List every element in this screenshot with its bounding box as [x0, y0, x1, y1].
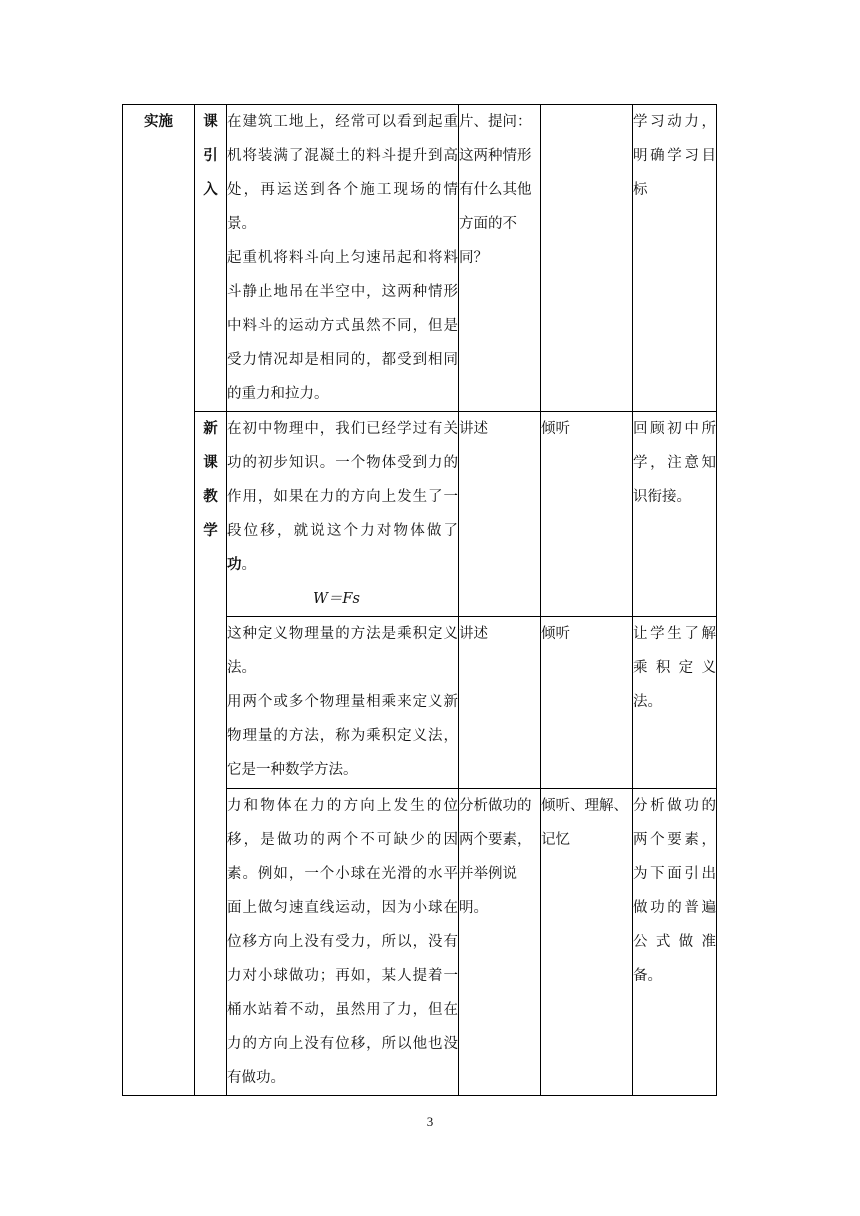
design-intent-cell: 让学生了解乘积定义法。 [633, 617, 717, 789]
section-label-teaching: 新 课 教 学 [195, 412, 227, 1096]
design-intent-cell: 回顾初中所学，注意知识衔接。 [633, 412, 717, 617]
teacher-activity-cell: 分析做功的两个要素，并举例说明。 [459, 789, 541, 1096]
student-activity-cell: 倾听 [541, 617, 633, 789]
teacher-activity-cell: 片、提问：这两种情形有什么其他方面的不同？ [459, 105, 541, 412]
table-row [123, 412, 717, 617]
term-work: 功 [227, 556, 242, 573]
teacher-activity-cell: 讲述 [459, 412, 541, 617]
stage-cell: 实施 [123, 105, 195, 1096]
teacher-activity-cell: 讲述 [459, 617, 541, 789]
design-intent-cell: 学习动力，明确学习目标 [633, 105, 717, 412]
content-text: 在初中物理中，我们已经学过有关功的初步知识。一个物体受到力的作用，如果在力的方向上发生了一段位移，就说这个力对物体做了 [227, 421, 458, 539]
student-activity-cell: 倾听 [541, 412, 633, 617]
content-cell: 这种定义物理量的方法是乘积定义法。 用两个或多个物理量相乘来定义新物理量的方法，称为乘积定义法，它是一种数学方法。 [227, 617, 459, 789]
table-row [123, 105, 717, 412]
content-cell: 力和物体在力的方向上发生的位移，是做功的两个不可缺少的因素。例如，一个小球在光滑的水平面上做匀速直线运动，因为小球在位移方向上没有受力，所以，没有力对小球做功；再如，某人提着一桶水站着不动，虽然用了力，但在力的方向上没有位移，所以他也没有做功。 [227, 789, 459, 1096]
content-cell: 在初中物理中，我们已经学过有关功的初步知识。一个物体受到力的作用，如果在力的方向上发生了一段位移，就说这个力对物体做了功。 W＝Fs [227, 412, 459, 617]
content-cell: 在建筑工地上，经常可以看到起重机将装满了混凝土的料斗提升到高处，再运送到各个施工现场的情景。 起重机将料斗向上匀速吊起和将料斗静止地吊在半空中，这两种情形中料斗的运动方式虽然不同，但是受力情况却是相同的，都受到相同的重力和拉力。 [227, 105, 459, 412]
section-label-intro: 课 引 入 [195, 105, 227, 412]
formula: W＝Fs [313, 591, 360, 607]
student-activity-cell [541, 105, 633, 412]
lesson-plan-table [122, 104, 717, 1096]
page-number: 3 [426, 1114, 434, 1129]
design-intent-cell: 分析做功的两个要素，为下面引出做功的普遍公式做准备。 [633, 789, 717, 1096]
student-activity-cell: 倾听、理解、记忆 [541, 789, 633, 1096]
